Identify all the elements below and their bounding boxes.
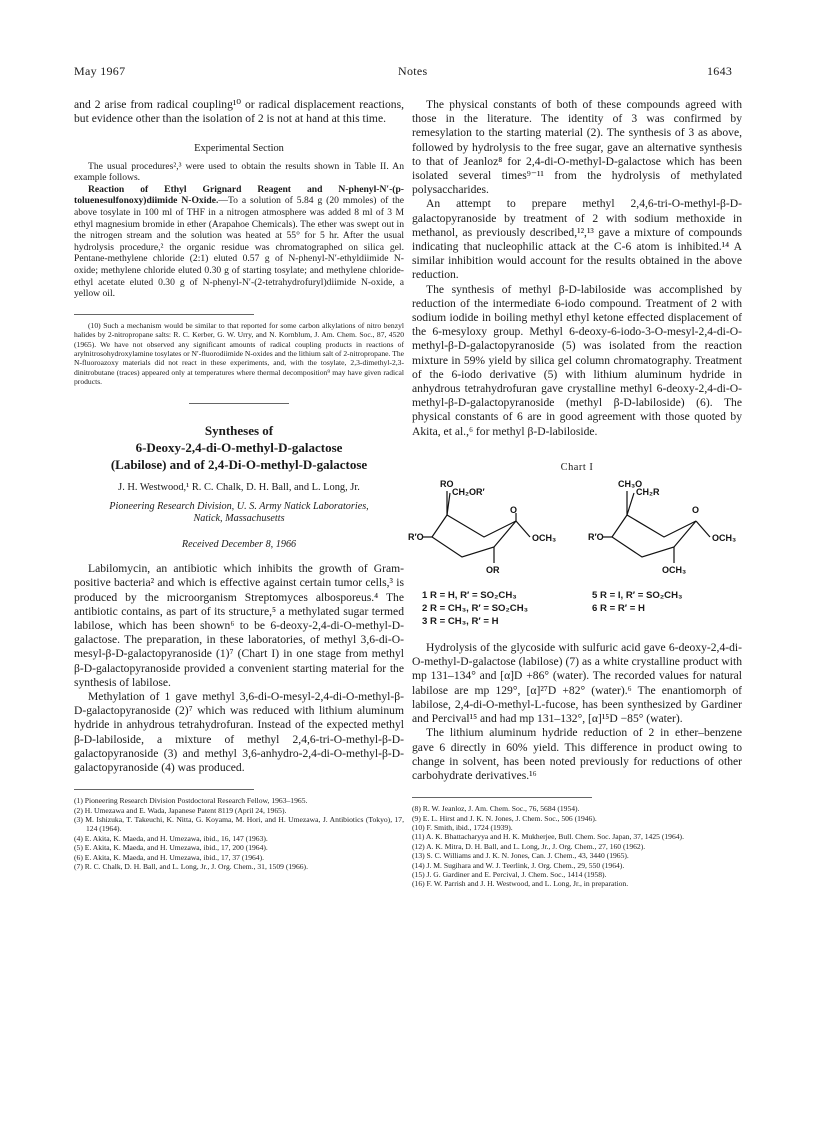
chart-title: Chart I: [560, 461, 594, 473]
footnote-rule: [74, 789, 254, 790]
bond-line: [627, 493, 634, 515]
paragraph-continuation: and 2 arise from radical coupling¹⁰ or radical displacement reactions, but evidence other than the isolation of 2 is not at hand at this time.: [74, 98, 404, 126]
struct-label: O: [510, 505, 518, 516]
struct-label: OCH₃: [662, 565, 687, 576]
footnote: (10) F. Smith, ibid., 1724 (1939).: [412, 822, 513, 832]
struct-label: RO: [440, 479, 454, 490]
footnotes-left: [74, 796, 404, 871]
running-date: May 1967: [74, 64, 126, 78]
running-section: Notes: [398, 64, 428, 78]
footnote: (4) E. Akita, K. Maeda, and H. Umezawa, ibid., 16, 147 (1963).: [74, 833, 268, 843]
footnote: (6) E. Akita, K. Maeda, and H. Umezawa, ibid., 17, 37 (1964).: [74, 852, 265, 862]
bond-line: [516, 521, 530, 537]
struct-label: O: [692, 505, 700, 516]
footnote: (11) A. K. Bhattacharyya and H. K. Mukherjee, Bull. Chem. Soc. Japan, 37, 1425 (1964).: [412, 832, 684, 842]
procedure-text: —To a solution of 5.84 g (20 mmoles) of the above tosylate in 100 ml of THF in a nitrogen atmosphere was added 8 ml of 3 M ethyl magnesium bromide in ether (Arapahoe Chemicals). The ether was swept out in the nitrogen stream and the solution was heated at 55° for 5 hr. After the usual hydrolysis procedure,² the organic residue was chromatographed on silica gel. Pentane-methylene chloride (2:1) eluted 0.57 g of N-phenyl-N′-ethyldiimide N-oxide; methylene chloride eluted 0.30 g of starting tosylate; and methylene chloride-ethyl acetate eluted 0.30 g of N-phenyl-N′-(2-tetrahydrofuryl)diimide N-oxide, a yellow oil.: [74, 195, 404, 300]
footnote: (12) A. K. Mitra, D. H. Ball, and L. Long, Jr., J. Org. Chem., 27, 160 (1962).: [412, 841, 646, 851]
struct-label: R′O: [588, 532, 604, 543]
experimental-intro: The usual procedures²,³ were used to obtain the results shown in Table II. An example follows.: [74, 160, 404, 184]
bond-line: [696, 521, 710, 537]
footnote-rule: [412, 797, 592, 798]
footnote: (5) E. Akita, K. Maeda, and H. Umezawa, ibid., 17, 200 (1964).: [74, 843, 268, 853]
footnote: (7) R. C. Chalk, D. H. Ball, and L. Long, Jr., J. Org. Chem., 31, 1509 (1966).: [74, 862, 308, 872]
left-column: [74, 98, 404, 871]
footnote: (9) E. L. Hirst and J. K. N. Jones, J. Chem. Soc., 506 (1946).: [412, 813, 597, 823]
struct-label: CH₂R: [636, 487, 660, 498]
footnote-10: (10) Such a mechanism would be similar to that reported for some carbon alkylations of nitro benzyl halides by 2-nitropropane salts: R. C. Kerber, G. W. Urry, and N. Kornblum, J. Am. Chem. Soc., 87, 4520 (1965). We have not observed any significant amounts of radical coupling products in reactions of arylnitrosohydroxylamine tosylates or N′-fluorodiimide N-oxides and the lithium salt of 2-nitropropane. The N-fluoroazoxy materials did not react in these experiments, and, with the tosylate, 2,3-dimethyl-2,3-dinitrobutane (traces) appeared only at temperatures where thermal decomposition⁹ may have given radical products.: [74, 320, 404, 387]
struct-label: OCH₃: [532, 533, 557, 544]
chart-structures: [408, 477, 742, 628]
footnote: (1) Pioneering Research Division Postdoctoral Research Fellow, 1963–1965.: [74, 796, 308, 806]
experimental-procedure: [74, 184, 404, 300]
legend-entry: 2 R = CH₃, R′ = SO₂CH₃: [422, 603, 529, 615]
reduction-paragraph: The lithium aluminum hydride reduction of 2 in ether–benzene gave 6 directly in 60% yield. This difference in product owing to change in solvent, has been noted previously for reductions of other carbohydrate derivatives.¹⁶: [412, 726, 742, 782]
ring-bond: [612, 515, 696, 557]
legend-entry: 5 R = I, R′ = SO₂CH₃: [592, 590, 683, 602]
page-number: 1643: [707, 64, 733, 78]
labiloside-paragraph: The synthesis of methyl β-D-labiloside was accomplished by reduction of the intermediate 6-iodo compound. Treatment of 2 with sodium iodide in boiling methyl ethyl ketone effected displacement of the 6-mesyloxy group. Methyl 6-deoxy-6-iodo-3-O-mesyl-2,4-di-O-methyl-β-D-galactopyranoside (5) was isolated from the reaction mixture in 59% yield by silica gel column chromatography. Treatment of the 6-iodo derivative (5) with lithium aluminum hydride in anhydrous tetrahydrofuran gave crystalline methyl 6-deoxy-2,4-di-O-methyl-β-D-galactopyranoside (methyl β-D-labiloside) (6). The physical constants of 6 are in good agreement with those quoted by Akita, et al.,⁶ for methyl β-D-labiloside.: [412, 282, 742, 438]
experimental-heading: Experimental Section: [194, 143, 284, 155]
hydrolysis-paragraph: Hydrolysis of the glycoside with sulfuric acid gave 6-deoxy-2,4-di-O-methyl-D-galactose (labilose) (7) as a white crystalline product with mp 131–134° and [α]D +86° (water). The recorded values for natural labilose are mp 129°, [α]²⁷D +82° (water).⁶ The enantiomorph of labilose, 2,4-di-O-methyl-L-fucose, has been synthesized by Gardiner and Percival¹⁵ and had mp 131–132°, [α]¹⁵D −85° (water).: [412, 641, 742, 726]
legend-entry: 3 R = CH₃, R′ = H: [422, 616, 499, 628]
footnote-rule: [74, 314, 254, 315]
article-title-line-2: 6-Deoxy-2,4-di-O-methyl-D-galactose: [135, 439, 343, 455]
intro-paragraph: Labilomycin, an antibiotic which inhibits the growth of Gram-positive bacteria² and which is effective against certain tumor cells,³ is produced by the microorganism Streptomyces albosporeus.⁴ The antibiotic contains, as part of its structure,⁵ a methylated sugar termed labilose, which has been shown⁶ to be 6-deoxy-2,4-di-O-methyl-D-galactose. The preparation, in these laboratories, of methyl 3,6-di-O-mesyl-β-D-galactopyranoside (1)⁷ (Chart I) in one stage from methyl β-D-galactopyranoside provided a convenient starting material for the synthesis of labilose.: [74, 562, 404, 689]
footnote: (15) J. G. Gardiner and E. Percival, J. Chem. Soc., 1414 (1958).: [412, 869, 607, 879]
footnote: (2) H. Umezawa and E. Wada, Japanese Patent 8119 (April 24, 1965).: [74, 805, 287, 815]
methylation-paragraph: Methylation of 1 gave methyl 3,6-di-O-mesyl-2,4-di-O-methyl-β-D-galactopyranoside (2)⁷ which was reduced with lithium aluminum hydride in anhydrous tetrahydrofuran. Instead of the expected methyl β-D-labiloside, a mixture of methyl 2,4,6-tri-O-methyl-β-D-galactopyranoside (3) and methyl 3,6-anhydro-2,4-di-O-methyl-β-D-galactopyranoside (4) was produced.: [74, 690, 404, 775]
affiliation-line-1: Pioneering Research Division, U. S. Army Natick Laboratories,: [109, 500, 369, 512]
struct-label: OCH₃: [712, 533, 737, 544]
legend-entry: 6 R = R′ = H: [592, 603, 645, 615]
methoxide-paragraph: An attempt to prepare methyl 2,4,6-tri-O-methyl-β-D-galactopyranoside by treatment of 2 with sodium methoxide in methanol, as previously described,¹²,¹³ gave a mixture of compounds indicating that nucleophilic attack at the C-6 atom is inhibited.¹⁴ A similar inhibition would account for the results obtained in the above reduction.: [412, 197, 742, 282]
ring-bond: [432, 515, 516, 557]
constants-paragraph: The physical constants of both of these compounds agreed with those in the literature. The identity of 3 was confirmed by remesylation to the starting material (2). The synthesis of 3 as above, followed by hydrolysis to the free sugar, gave an alternative synthesis to that of Jeanloz⁸ for 2,4-di-O-methyl-D-galactose which has been isolated several times⁹⁻¹¹ from the hydrolysis of methylated polysaccharides.: [412, 98, 742, 197]
footnote: (3) M. Ishizuka, T. Takeuchi, K. Nitta, G. Koyama, M. Hori, and H. Umezawa, J. Antibiotics (Tokyo), 17, 124 (1964).: [74, 815, 404, 834]
footnotes-right: [412, 804, 742, 889]
struct-label: CH₃O: [618, 479, 643, 490]
footnote: (8) R. W. Jeanloz, J. Am. Chem. Soc., 76, 5684 (1954).: [412, 804, 580, 814]
pyranose-structures-diagram: [408, 477, 742, 587]
article-title-line-3: (Labilose) and of 2,4-Di-O-methyl-D-galactose: [110, 456, 368, 472]
legend-entry: 1 R = H, R′ = SO₂CH₃: [422, 590, 517, 602]
article-authors: J. H. Westwood,¹ R. C. Chalk, D. H. Ball, and L. Long, Jr.: [118, 481, 360, 493]
footnote: (13) S. C. Williams and J. K. N. Jones, Can. J. Chem., 43, 3440 (1965).: [412, 851, 629, 861]
structure-legend: [422, 589, 742, 628]
struct-label: OR: [486, 565, 500, 576]
footnote: (16) F. W. Parrish and J. H. Westwood, and L. Long, Jr., in preparation.: [412, 879, 629, 889]
struct-label: R′O: [408, 532, 424, 543]
right-column: [408, 98, 742, 889]
article-title-line-1: Syntheses of: [204, 422, 274, 438]
footnote: (14) J. M. Sugihara and W. J. Teerlink, J. Org. Chem., 29, 550 (1964).: [412, 860, 625, 870]
procedure-title: Reaction of Ethyl Grignard Reagent and N-phenyl-N′-(p-toluenesulfonoxy)diimide N-Oxide.: [74, 183, 404, 207]
article-divider: [189, 403, 289, 404]
received-date: Received December 8, 1966: [181, 538, 297, 550]
affiliation-line-2: Natick, Massachusetts: [193, 513, 285, 525]
struct-label: CH₂OR′: [452, 487, 485, 498]
